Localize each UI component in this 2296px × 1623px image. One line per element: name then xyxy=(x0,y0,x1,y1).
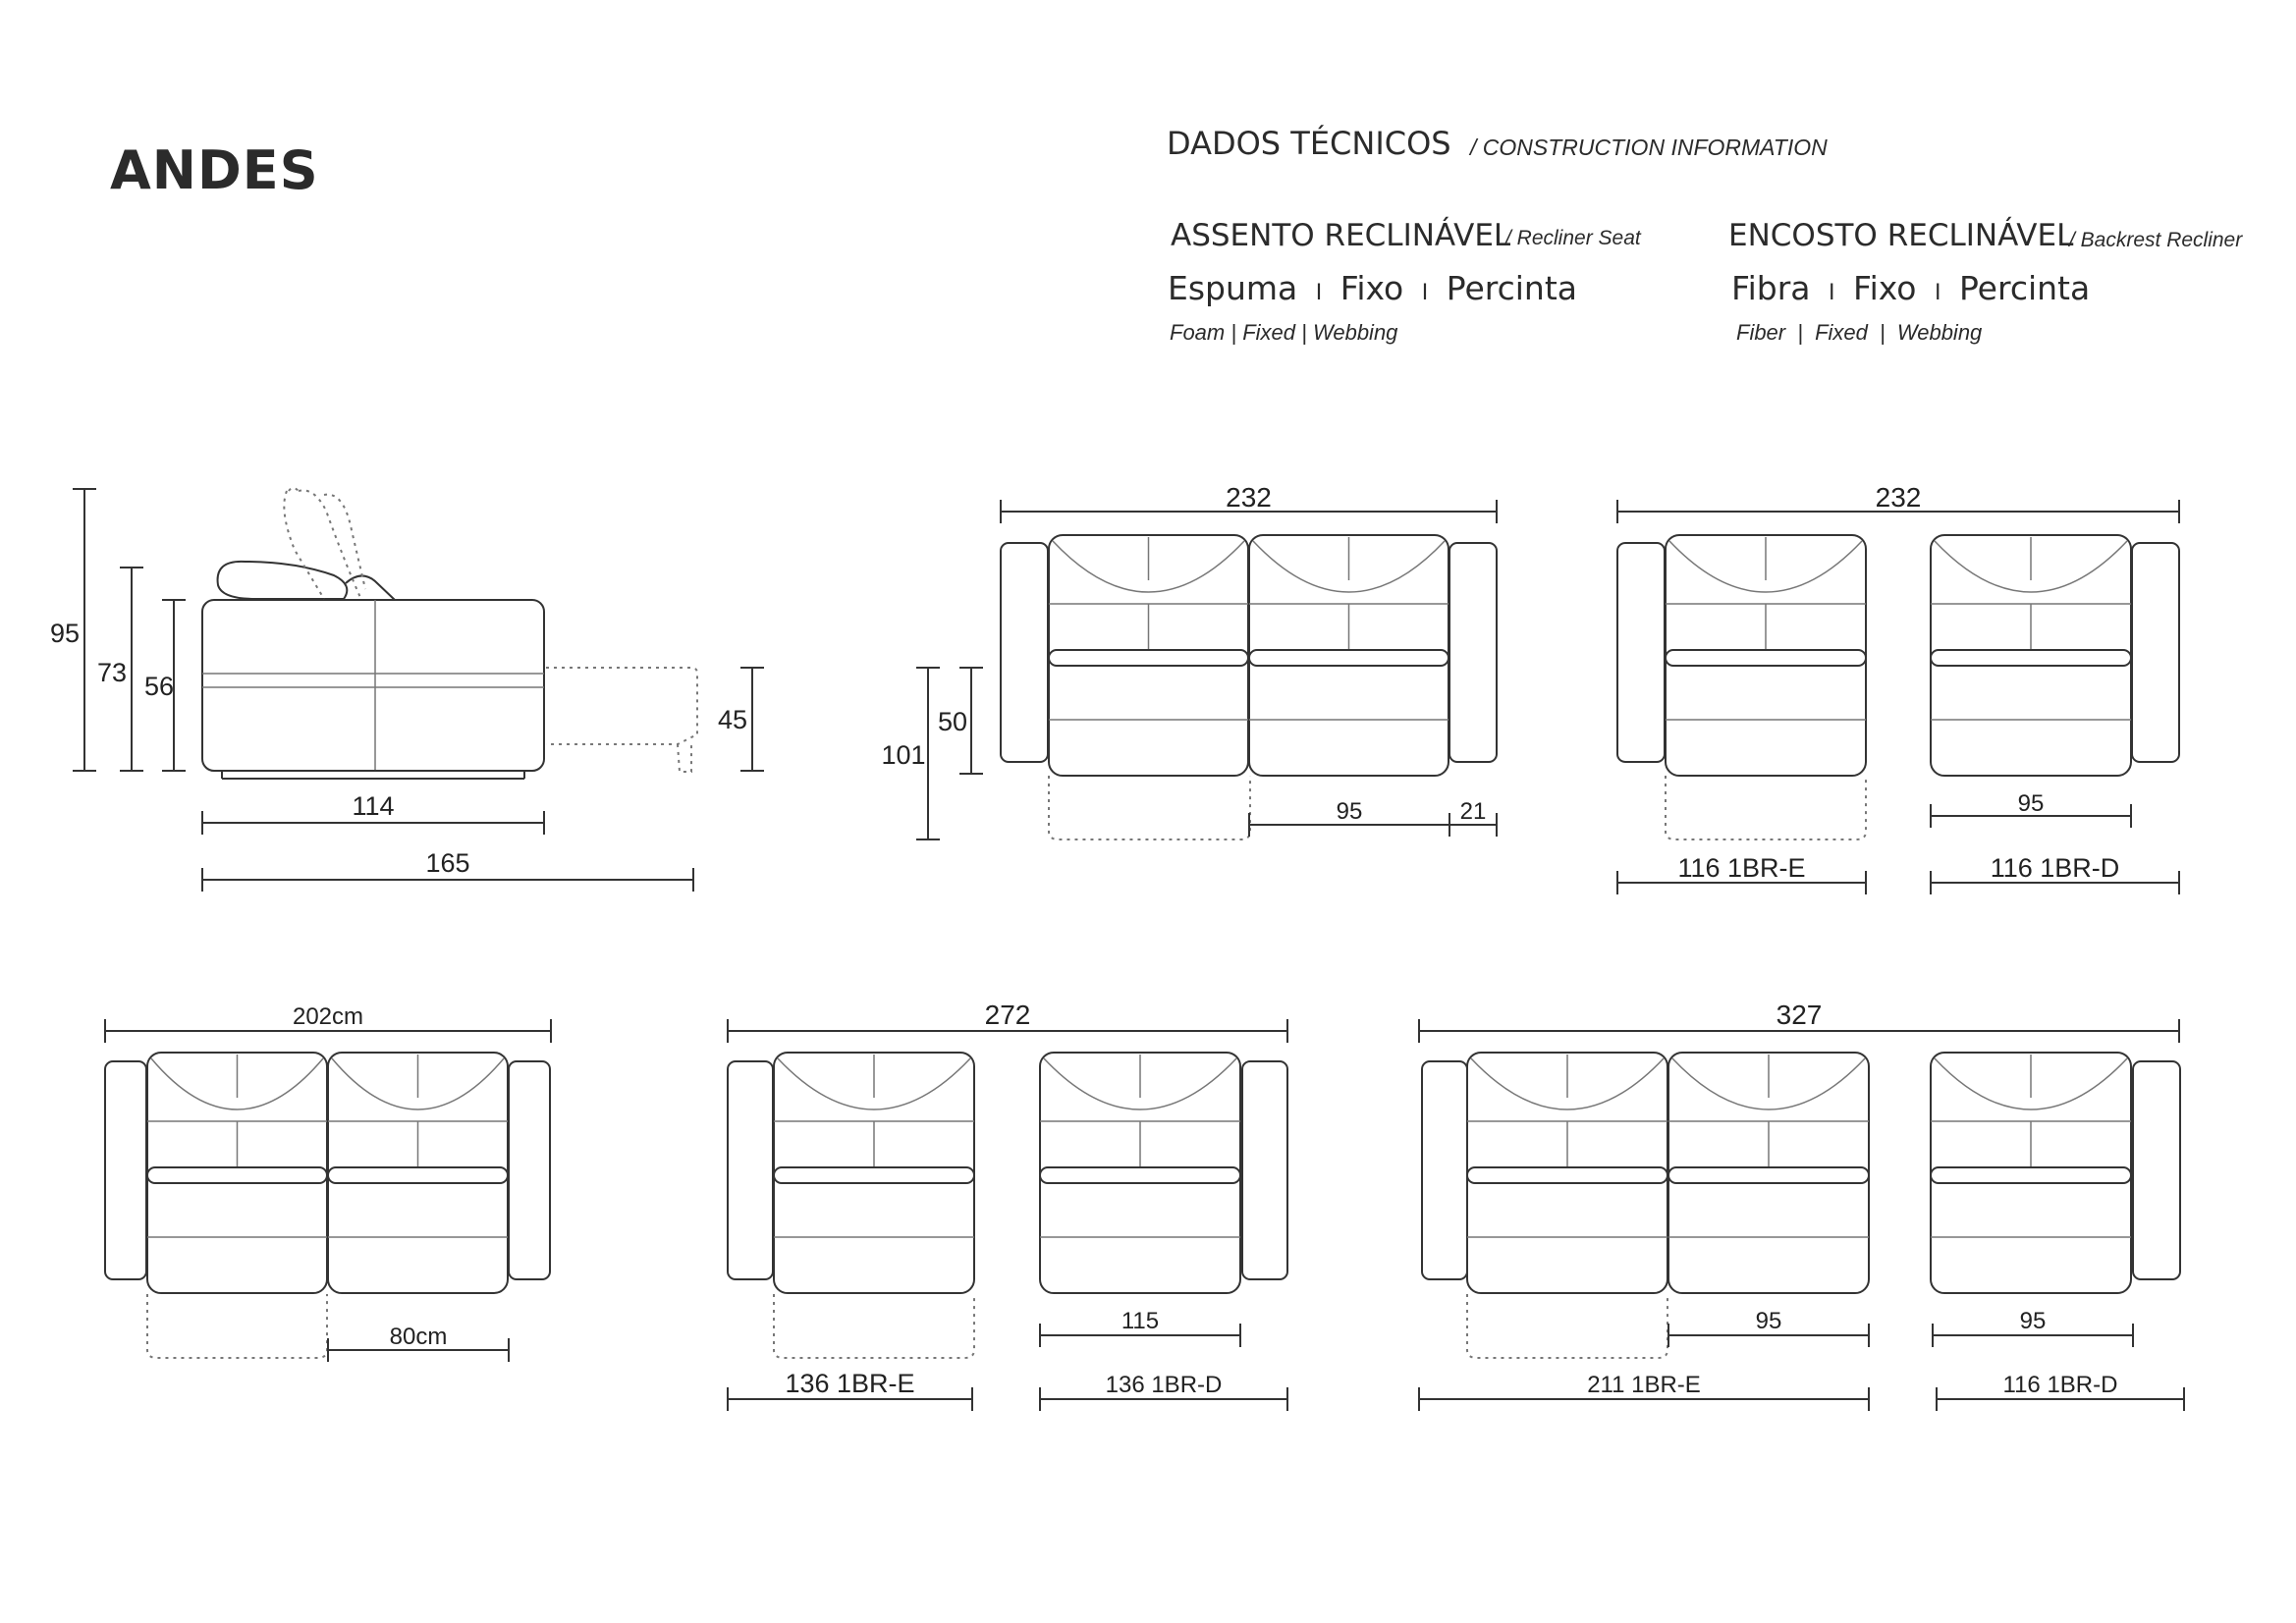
dimension-label: 327 xyxy=(1776,1000,1823,1030)
sofa-327 xyxy=(1419,1000,2184,1411)
dimension-label: 80cm xyxy=(389,1324,448,1350)
reclined-back xyxy=(299,490,361,600)
dimension-label: 116 1BR-D xyxy=(2002,1372,2118,1398)
reclined-back xyxy=(289,488,299,491)
armrest xyxy=(1242,1061,1287,1279)
seat-cushion-edge xyxy=(1931,1167,2131,1183)
footrest-leg xyxy=(678,742,691,772)
dimension-label: 50 xyxy=(937,707,968,736)
armrest xyxy=(1422,1061,1467,1279)
technical-data-subtitle: / CONSTRUCTION INFORMATION xyxy=(1470,135,1828,160)
product-name: ANDES xyxy=(110,139,319,201)
armrest xyxy=(2133,1061,2180,1279)
dimension-label: 165 xyxy=(425,848,470,878)
material-item-en: Fixed xyxy=(1242,320,1296,345)
seat-cushion-edge xyxy=(1040,1167,1240,1183)
seat-cushion-edge xyxy=(328,1167,508,1183)
material-item: Percinta xyxy=(1446,269,1577,307)
dimension-label: 95 xyxy=(1336,798,1363,825)
armrest xyxy=(728,1061,773,1279)
sofa-232-modules xyxy=(1617,482,2179,894)
material-item: Fixo xyxy=(1339,269,1404,307)
headrest xyxy=(218,562,348,599)
armrest xyxy=(1449,543,1497,762)
dimension-label: 101 xyxy=(881,740,926,770)
armrest xyxy=(1617,543,1665,762)
separator: I xyxy=(1315,281,1323,305)
sofa-232-power xyxy=(881,482,1497,839)
technical-data-title: DADOS TÉCNICOS xyxy=(1167,125,1451,162)
reclined-footrest xyxy=(1049,776,1250,839)
seat-cushion-edge xyxy=(1049,650,1248,666)
reclined-back xyxy=(284,491,324,599)
recliner-seat-subtitle: / Recliner Seat xyxy=(1505,227,1641,249)
seat-cushion-edge xyxy=(1249,650,1449,666)
side-view xyxy=(50,488,764,892)
dimension-label: 95 xyxy=(1755,1308,1782,1334)
dimension-label: 115 xyxy=(1121,1308,1160,1334)
seat-cushion-edge xyxy=(1467,1167,1667,1183)
separator: | xyxy=(1797,320,1803,345)
seat-cushion-edge xyxy=(147,1167,327,1183)
armrest xyxy=(1001,543,1048,762)
material-item-en: Fiber xyxy=(1736,320,1786,345)
dimension-label: 232 xyxy=(1875,482,1922,513)
reclined-footrest xyxy=(1666,776,1866,839)
armrest xyxy=(509,1061,550,1279)
material-item-en: Foam xyxy=(1170,320,1226,345)
dimension-label: 211 1BR-E xyxy=(1587,1372,1701,1398)
dimension-label: 114 xyxy=(352,791,395,821)
seat-cushion-edge xyxy=(774,1167,974,1183)
material-item-en: Fixed xyxy=(1815,320,1868,345)
reclined-footrest xyxy=(1467,1294,1667,1358)
material-item-en: Webbing xyxy=(1896,320,1983,345)
separator: I xyxy=(1829,281,1835,305)
dimension-label: 116 1BR-E xyxy=(1677,853,1806,883)
dimension-label: 95 xyxy=(49,619,81,648)
recliner-seat-title: ASSENTO RECLINÁVEL xyxy=(1171,218,1511,253)
dimension-label: 202cm xyxy=(292,1003,364,1030)
seat-cushion-edge xyxy=(1668,1167,1869,1183)
backrest-recliner-title: ENCOSTO RECLINÁVEL xyxy=(1728,218,2074,253)
reclined-footrest xyxy=(774,1294,974,1358)
dimension-label: 136 1BR-D xyxy=(1105,1372,1223,1398)
reclined-footrest xyxy=(147,1294,327,1358)
separator: I xyxy=(1934,281,1941,305)
material-item-en: Webbing xyxy=(1312,320,1398,345)
seat-cushion-edge xyxy=(1666,650,1866,666)
dimension-label: 56 xyxy=(143,672,175,701)
dimension-label: 272 xyxy=(984,1000,1031,1030)
dimension-label: 95 xyxy=(2019,1308,2047,1334)
material-item: Percinta xyxy=(1958,269,2091,307)
dimension-label: 95 xyxy=(2017,790,2045,817)
dimension-label: 116 1BR-D xyxy=(1990,853,2120,883)
dimension-label: 136 1BR-E xyxy=(785,1369,915,1398)
separator: I xyxy=(1421,281,1429,305)
reclined-footrest xyxy=(546,668,697,744)
seat-cushion-edge xyxy=(1931,650,2131,666)
armrest xyxy=(2132,543,2179,762)
sofa-body xyxy=(202,600,544,771)
material-item: Espuma xyxy=(1168,269,1298,307)
separator: | xyxy=(1301,320,1307,345)
armrest xyxy=(105,1061,146,1279)
dimension-label: 73 xyxy=(96,658,128,687)
sofa-272 xyxy=(728,1000,1287,1411)
dimension-label: 45 xyxy=(717,705,748,734)
separator: | xyxy=(1230,320,1237,345)
dimension-label: 232 xyxy=(1226,482,1272,513)
material-item: Fixo xyxy=(1853,269,1917,307)
backrest-recliner-subtitle: / Backrest Recliner xyxy=(2069,229,2243,251)
separator: | xyxy=(1880,320,1886,345)
sofa-202 xyxy=(105,1003,551,1362)
material-item: Fibra xyxy=(1731,269,1811,307)
dimension-label: 21 xyxy=(1459,798,1487,825)
